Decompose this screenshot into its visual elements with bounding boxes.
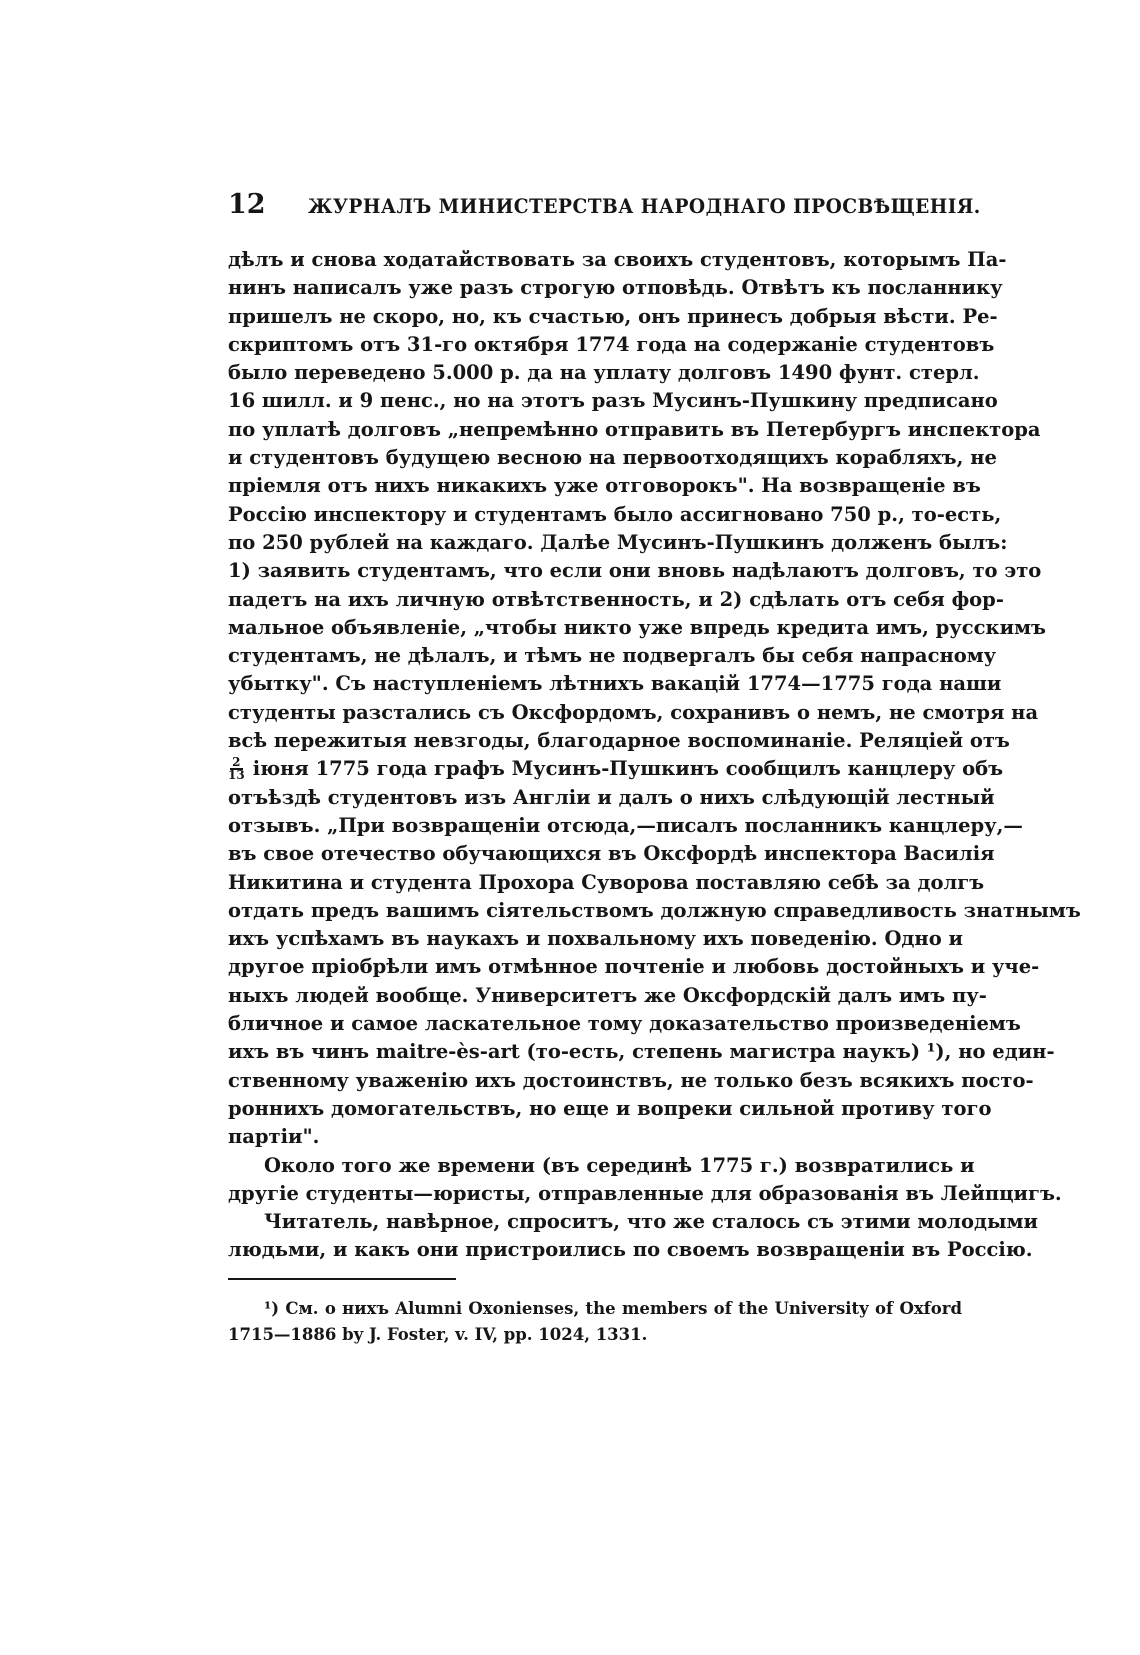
text-line: Россію инспектору и студентамъ было ассигновано 750 р., то-есть, (228, 502, 1002, 526)
fraction-line-text: іюня 1775 года графъ Мусинъ-Пушкинъ сообщилъ канцлеру объ (252, 757, 1004, 781)
fraction-denominator: 13 (228, 768, 245, 783)
text-line: и студентовъ будущею весною на первоотходящихъ корабляхъ, не (228, 446, 997, 470)
text-line: 16 шилл. и 9 пенс., но на этотъ разъ Мусинъ-Пушкину предписано (228, 389, 998, 413)
text-line: по 250 рублей на каждаго. Далѣе Мусинъ-Пушкинъ долженъ былъ: (228, 530, 1008, 554)
text-line: ихъ успѣхамъ въ наукахъ и похвальному ихъ поведенію. Одно и (228, 927, 963, 951)
text-line: роннихъ домогательствъ, но еще и вопреки сильной противу того (228, 1096, 992, 1120)
text-line: скриптомъ отъ 31-го октября 1774 года на содержаніе студентовъ (228, 332, 995, 356)
text-line: пріемля отъ нихъ никакихъ уже отговорокъ". На возвращеніе въ (228, 474, 981, 498)
text-line: нинъ написалъ уже разъ строгую отповѣдь. Отвѣтъ къ посланнику (228, 276, 1003, 300)
text-line: партіи". (228, 1125, 320, 1149)
text-line: студенты разстались съ Оксфордомъ, сохранивъ о немъ, не смотря на (228, 700, 1039, 724)
text-line: отъѣздѣ студентовъ изъ Англіи и далъ о нихъ слѣдующій лестный (228, 785, 995, 809)
text-line: 1) заявить студентамъ, что если они вновь надѣлаютъ долговъ, то это (228, 559, 1042, 583)
footnote-line: ¹) См. о нихъ Alumni Oxonienses, the members of the University of Oxford (264, 1299, 962, 1318)
page-number: 12 (228, 189, 266, 220)
text-line: студентамъ, не дѣлалъ, и тѣмъ не подвергалъ бы себя напрасному (228, 644, 997, 668)
text-line: убытку". Съ наступленіемъ лѣтнихъ вакацій 1774—1775 года наши (228, 672, 1002, 696)
text-line: другое пріобрѣли имъ отмѣнное почтеніе и любовь достойныхъ и уче- (228, 955, 1040, 979)
text-line: было переведено 5.000 р. да на уплату долговъ 1490 фунт. стерл. (228, 361, 980, 385)
text-line: въ свое отечество обучающихся въ Оксфордѣ инспектора Василія (228, 842, 995, 866)
text-line: ственному уваженію ихъ достоинствъ, не только безъ всякихъ посто- (228, 1068, 1034, 1092)
footnote-rule (228, 1278, 456, 1280)
text-line: отзывъ. „При возвращеніи отсюда,—писалъ посланникъ канцлеру,— (228, 813, 1023, 837)
body-text (228, 246, 1081, 1265)
fraction-line (228, 755, 1004, 783)
running-head (228, 188, 981, 222)
running-title: ЖУРНАЛЪ МИНИСТЕРСТВА НАРОДНАГО ПРОСВѢЩЕНІЯ. (308, 194, 981, 218)
text-line: ихъ въ чинъ maitre-ès-art (то-есть, степень магистра наукъ) ¹), но един- (228, 1040, 1055, 1064)
text-line: всѣ пережитыя невзгоды, благодарное воспоминаніе. Реляціей отъ (228, 729, 1010, 753)
text-line: пришелъ не скоро, но, къ счастью, онъ принесъ добрыя вѣсти. Ре- (228, 304, 998, 328)
text-line: Никитина и студента Прохора Суворова поставляю себѣ за долгъ (228, 870, 985, 894)
paragraph-line: Читатель, навѣрное, спроситъ, что же сталось съ этими молодыми (264, 1210, 1039, 1234)
text-line: дѣлъ и снова ходатайствовать за своихъ студентовъ, которымъ Па- (228, 248, 1007, 271)
paragraph-line: другіе студенты—юристы, отправленные для образованія въ Лейпцигъ. (228, 1181, 1062, 1205)
text-line: ныхъ людей вообще. Университетъ же Оксфордскій далъ имъ пу- (228, 983, 987, 1007)
text-line: отдать предъ вашимъ сіятельствомъ должную справедливость знатнымъ (228, 898, 1081, 922)
paragraph-line: Около того же времени (въ серединѣ 1775 г.) возвратились и (264, 1153, 975, 1177)
text-line: мальное объявленіе, „чтобы никто уже впредь кредита имъ, русскимъ (228, 615, 1046, 639)
footnote-line: 1715—1886 by J. Foster, v. IV, pp. 1024, 1331. (228, 1325, 648, 1344)
date-fraction (228, 757, 245, 781)
fraction-numerator: 2 (232, 755, 241, 770)
text-line: бличное и самое ласкательное тому доказательство произведеніемъ (228, 1012, 1021, 1036)
text-line: по уплатѣ долговъ „непремѣнно отправить въ Петербургъ инспектора (228, 417, 1041, 441)
paragraph-line: людьми, и какъ они пристроились по своемъ возвращеніи въ Россію. (228, 1238, 1033, 1262)
text-line: падетъ на ихъ личную отвѣтственность, и 2) сдѣлать отъ себя фор- (228, 587, 1004, 611)
footnote (228, 1296, 962, 1348)
